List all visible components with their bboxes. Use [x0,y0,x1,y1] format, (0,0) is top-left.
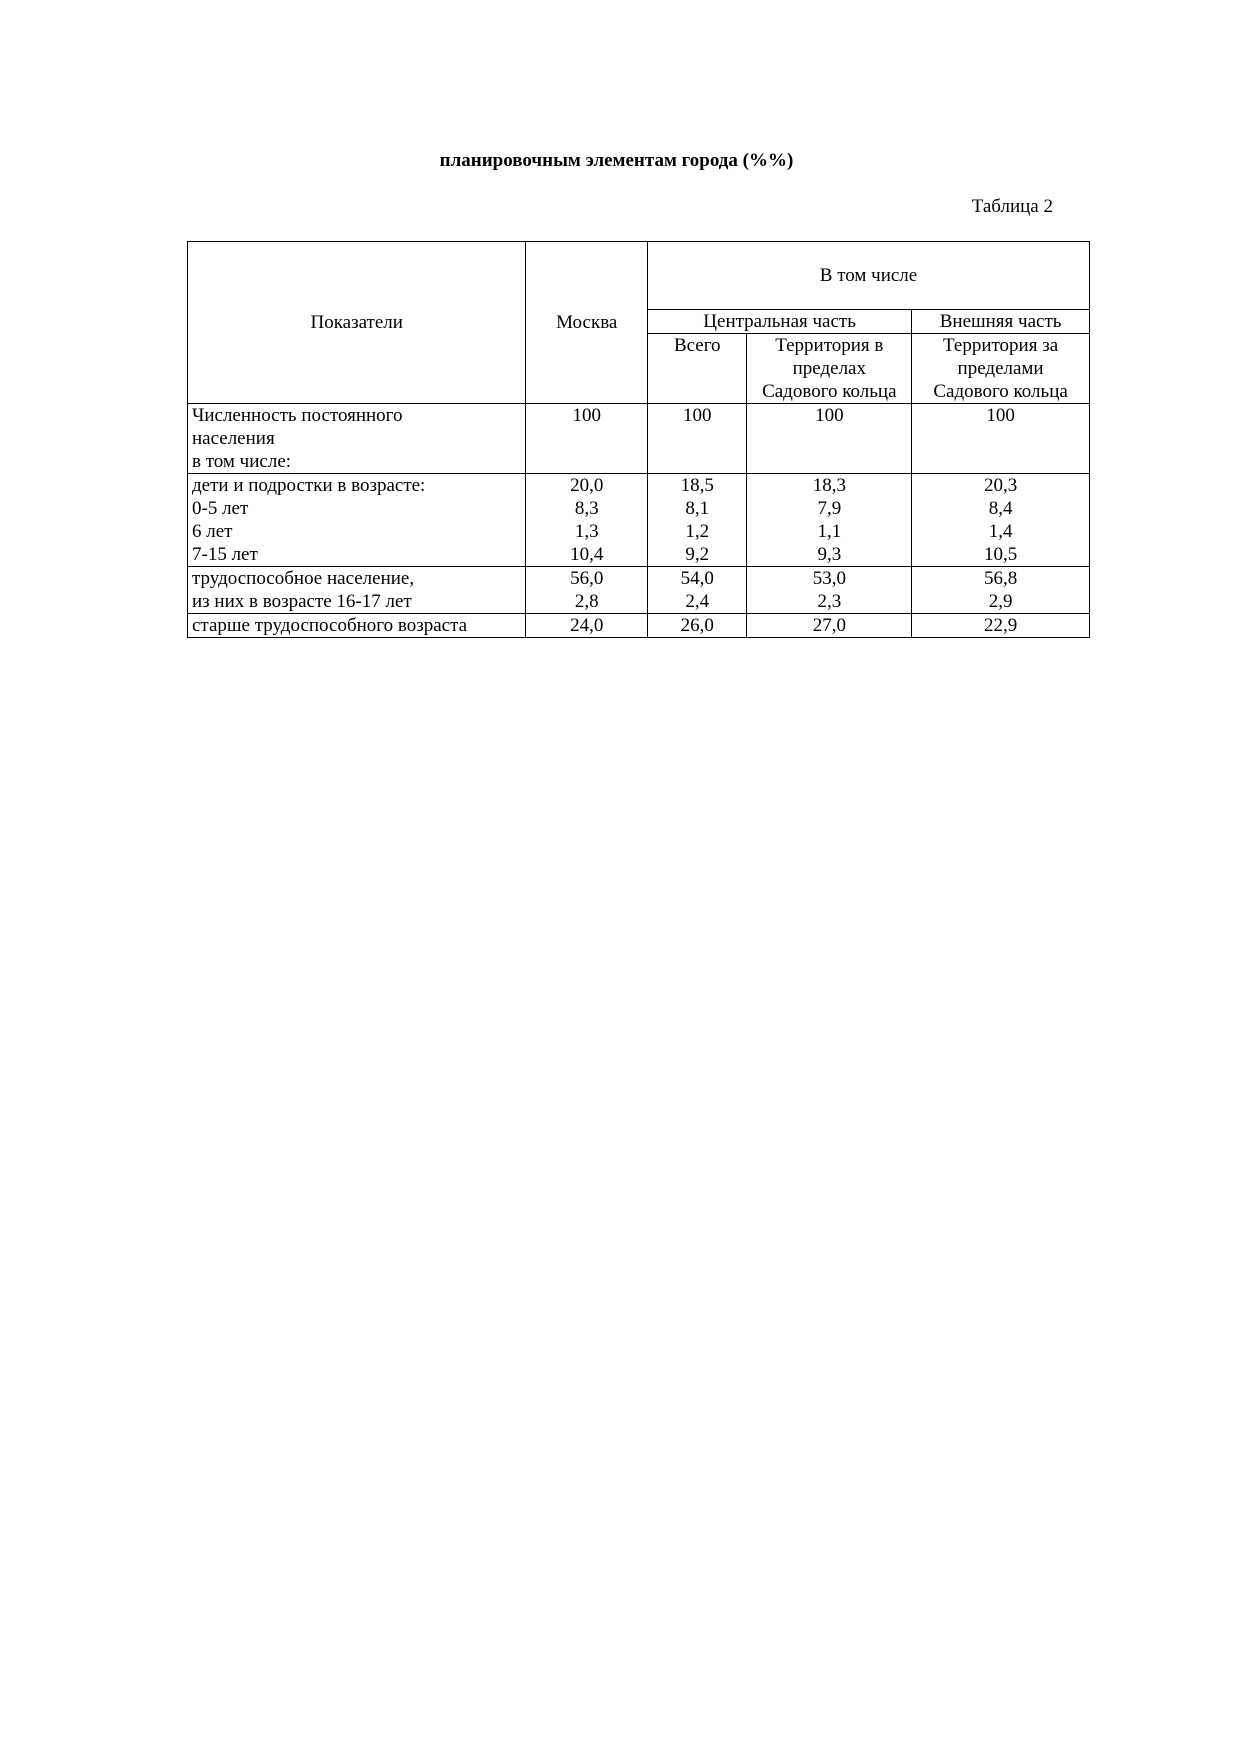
header-line: пределами [957,358,1044,379]
cell-line: 1,4 [988,521,1013,542]
cell-line: 100 [682,405,712,426]
cell-inside-ring [747,567,912,614]
header-outer-part: Внешняя часть [912,310,1090,334]
cell-line: в том числе: [192,451,292,472]
cell-central-total [648,474,747,567]
cell-line: 20,3 [983,475,1018,496]
cell-line: 18,5 [680,475,714,496]
cell-central-total [648,614,747,638]
header-total: Всего [648,334,747,404]
cell-line: 8,4 [988,498,1013,519]
header-moscow: Москва [526,242,648,404]
cell-line: 56,8 [983,568,1018,589]
cell-indicator [188,567,526,614]
cell-line: 27,0 [812,615,846,636]
cell-line: 7-15 лет [192,544,258,565]
header-inside-garden-ring [747,334,912,404]
cell-line: 6 лет [192,521,233,542]
cell-line: 9,3 [817,544,842,565]
cell-inside-ring [747,614,912,638]
table-body [188,404,1090,638]
cell-line: дети и подростки в возрасте: [192,475,426,496]
cell-line: 53,0 [812,568,846,589]
table-row [188,567,1090,614]
cell-line: 100 [986,405,1015,426]
header-including: В том числе [648,242,1090,310]
table-number-label: Таблица 2 [971,196,1053,217]
table-heading: планировочным элементам города (%%) [439,150,794,171]
cell-line: 54,0 [680,568,714,589]
cell-line: 100 [815,405,844,426]
cell-inside-ring [747,404,912,474]
header-line: Садового кольца [933,381,1068,402]
cell-line: 26,0 [680,615,714,636]
cell-line: 9,2 [685,544,710,565]
header-line: Территория за [943,335,1059,356]
table-row [188,614,1090,638]
cell-indicator [188,474,526,567]
cell-outside-ring [912,474,1090,567]
population-table [187,241,1090,638]
cell-line: из них в возрасте 16-17 лет [192,591,412,612]
cell-line: 7,9 [817,498,842,519]
cell-line: 1,2 [685,521,710,542]
cell-moscow [526,567,648,614]
cell-line: 18,3 [812,475,846,496]
cell-line: 10,5 [983,544,1018,565]
cell-line: населения [192,428,275,449]
cell-line: 2,8 [574,591,599,612]
cell-line: 24,0 [570,615,604,636]
cell-indicator [188,614,526,638]
cell-outside-ring [912,614,1090,638]
table-row [188,474,1090,567]
cell-moscow [526,614,648,638]
cell-line: 1,3 [574,521,599,542]
header-line: пределах [792,358,866,379]
cell-line: 8,1 [685,498,710,519]
cell-line: трудоспособное население, [192,568,415,589]
header-indicators: Показатели [188,242,526,404]
cell-inside-ring [747,474,912,567]
table-header [188,242,1090,404]
cell-line: Численность постоянного [192,405,403,426]
cell-line: 1,1 [817,521,842,542]
cell-indicator [188,404,526,474]
cell-line: 22,9 [983,615,1018,636]
header-line: Садового кольца [762,381,897,402]
cell-line: 2,3 [817,591,842,612]
cell-moscow [526,474,648,567]
cell-line: 100 [572,405,601,426]
cell-line: 8,3 [574,498,599,519]
table-row [188,404,1090,474]
header-outside-garden-ring [912,334,1090,404]
cell-line: 2,4 [685,591,710,612]
cell-line: старше трудоспособного возраста [192,615,468,636]
header-row-1 [188,242,1090,310]
cell-line: 56,0 [570,568,604,589]
cell-line: 20,0 [570,475,604,496]
header-central-part: Центральная часть [648,310,912,334]
cell-central-total [648,404,747,474]
header-line: Территория в [775,335,884,356]
cell-line: 10,4 [570,544,604,565]
cell-outside-ring [912,567,1090,614]
cell-outside-ring [912,404,1090,474]
cell-line: 0-5 лет [192,498,249,519]
cell-moscow [526,404,648,474]
cell-central-total [648,567,747,614]
cell-line: 2,9 [988,591,1013,612]
